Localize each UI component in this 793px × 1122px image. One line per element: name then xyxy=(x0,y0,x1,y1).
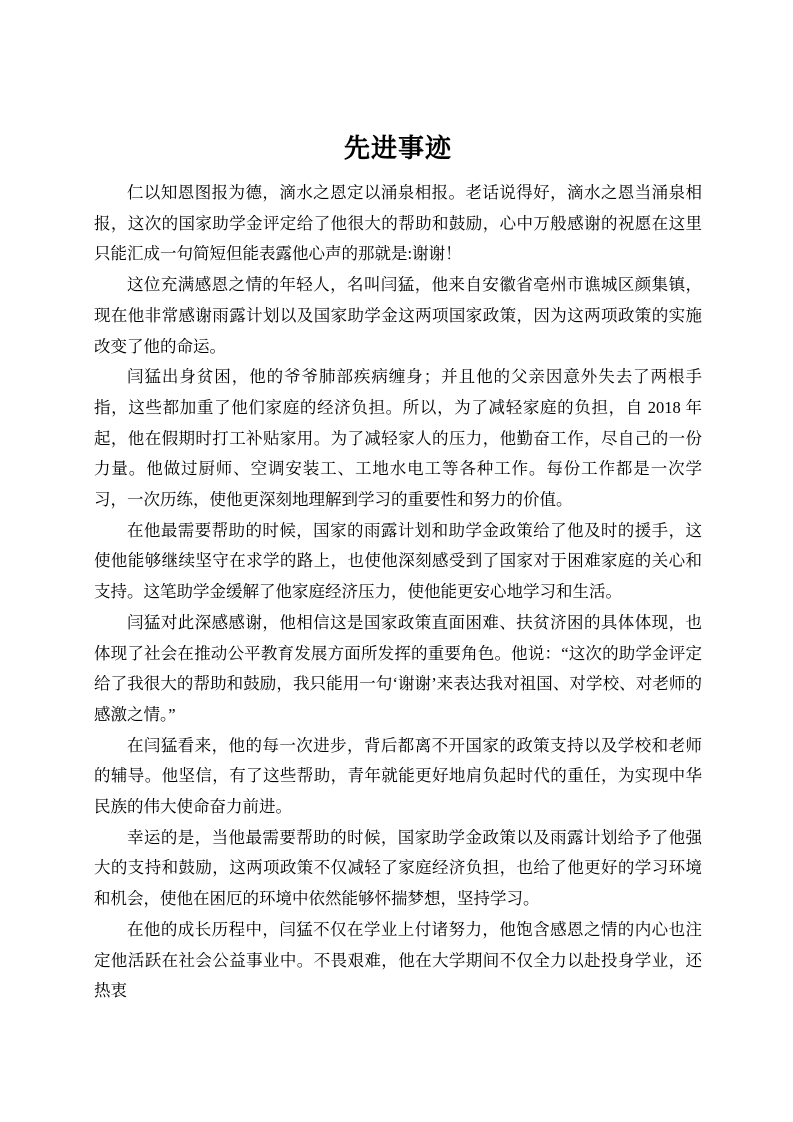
paragraph: 闫猛出身贫困，他的爷爷肺部疾病缠身；并且他的父亲因意外失去了两根手指，这些都加重了他们家庭的经济负担。所以，为了减轻家庭的负担，自 2018 年起，他在假期时打工补贴家用。为了减轻家人的压力，他勤奋工作，尽自己的一份力量。他做过厨师、空调安装工、工地水电工等各种工作。每份工作都是一次学习，一次历练，使他更深刻地理解到学习的重要性和努力的价值。 xyxy=(94,367,702,510)
paragraph: 闫猛对此深感感谢，他相信这是国家政策直面困难、扶贫济困的具体体现，也体现了社会在推动公平教育发展方面所发挥的重要角色。他说：“这次的助学金评定给了我很大的帮助和鼓励，我只能用一句‘谢谢’来表达我对祖国、对学校、对老师的感激之情。” xyxy=(94,612,702,724)
paragraph: 幸运的是，当他最需要帮助的时候，国家助学金政策以及雨露计划给予了他强大的支持和鼓励，这两项政策不仅减轻了家庭经济负担，也给了他更好的学习环境和机会，使他在困厄的环境中依然能够怀揣梦想，坚持学习。 xyxy=(94,827,702,909)
paragraph: 在他的成长历程中，闫猛不仅在学业上付诸努力，他饱含感恩之情的内心也注定他活跃在社会公益事业中。不畏艰难，他在大学期间不仅全力以赴投身学业，还热衷 xyxy=(94,919,702,1001)
document-body xyxy=(94,178,702,1007)
paragraph: 在闫猛看来，他的每一次进步，背后都离不开国家的政策支持以及学校和老师的辅导。他坚信，有了这些帮助，青年就能更好地肩负起时代的重任，为实现中华民族的伟大使命奋力前进。 xyxy=(94,735,702,817)
paragraph: 这位充满感恩之情的年轻人，名叫闫猛，他来自安徽省亳州市谯城区颜集镇，现在他非常感谢雨露计划以及国家助学金这两项国家政策，因为这两项政策的实施改变了他的命运。 xyxy=(94,275,702,356)
paragraph: 在他最需要帮助的时候，国家的雨露计划和助学金政策给了他及时的援手，这使他能够继续坚守在求学的路上，也使他深刻感受到了国家对于困难家庭的关心和支持。这笔助学金缓解了他家庭经济压力，使他能更安心地学习和生活。 xyxy=(94,520,702,602)
paragraph: 仁以知恩图报为德，滴水之恩定以涌泉相报。老话说得好，滴水之恩当涌泉相报，这次的国家助学金评定给了他很大的帮助和鼓励，心中万般感谢的祝愿在这里只能汇成一句简短但能表露他心声的那就是:谢谢！ xyxy=(94,183,702,264)
document-title: 先进事迹 xyxy=(343,134,452,163)
